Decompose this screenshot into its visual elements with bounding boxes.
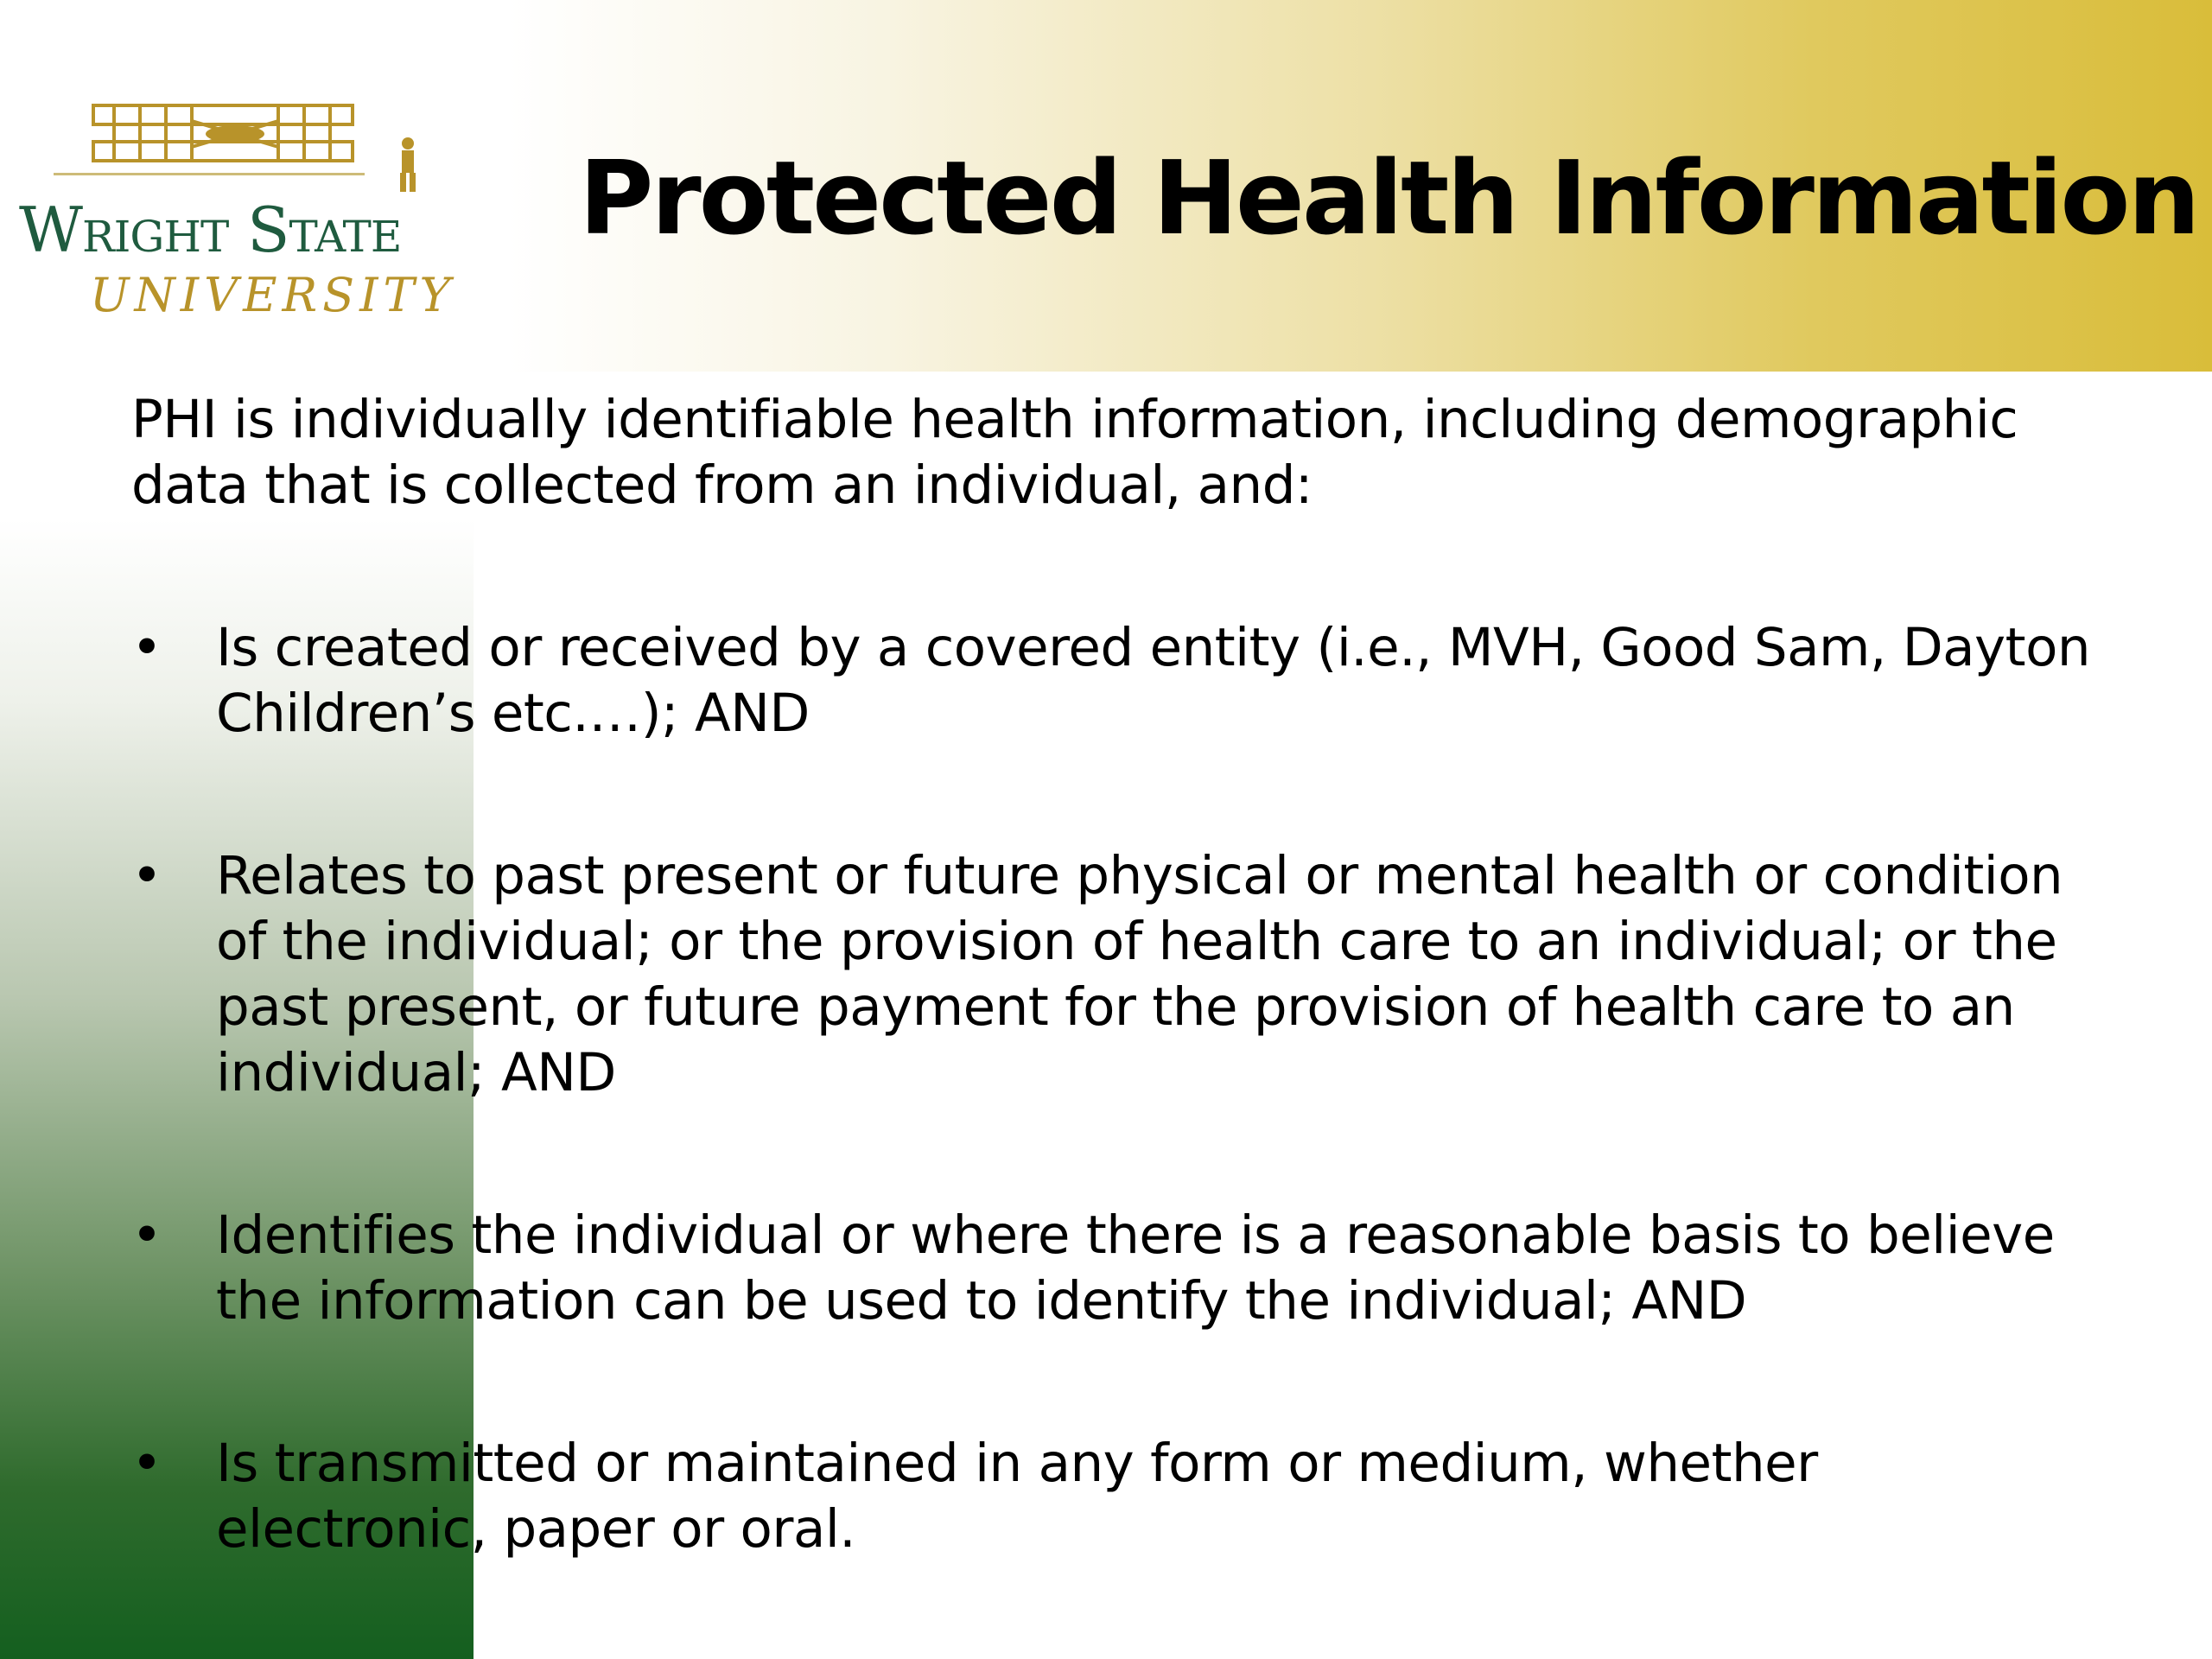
bullet-text: Identifies the individual or where there is a reasonable basis to believe the information can be used to identify the individual; AND (216, 1205, 2055, 1332)
bullet-dot: • (131, 845, 162, 906)
bullet-item (131, 843, 2101, 1106)
slide-body (131, 387, 2101, 1659)
bullet-item (131, 615, 2101, 747)
bullet-dot: • (131, 617, 162, 678)
logo-wordmark-university: UNIVERSITY (90, 268, 456, 322)
bullet-dot: • (131, 1433, 162, 1494)
bullet-text: Relates to past present or future physical or mental health or condition of the individual; or the provision of health care to an individual; or the past present, or future payment for the provision of health care to an individual; AND (216, 845, 2063, 1103)
wright-flyer-icon (19, 95, 486, 199)
logo-wordmark-wright-state: Wright State (19, 194, 402, 266)
bullet-text: Is created or received by a covered entity (i.e., MVH, Good Sam, Dayton Children’s etc.…); AND (216, 617, 2091, 744)
university-logo (19, 95, 486, 328)
bullet-list (131, 615, 2101, 1562)
bullet-item (131, 1431, 2101, 1562)
bullet-dot: • (131, 1205, 162, 1266)
slide-title: Protected Health Information (579, 138, 2198, 257)
intro-paragraph: PHI is individually identifiable health information, including demographic data that is collected from an individual, and: (131, 389, 2018, 516)
bullet-item (131, 1203, 2101, 1334)
bullet-text: Is transmitted or maintained in any form or medium, whether electronic, paper or oral. (216, 1433, 1818, 1560)
